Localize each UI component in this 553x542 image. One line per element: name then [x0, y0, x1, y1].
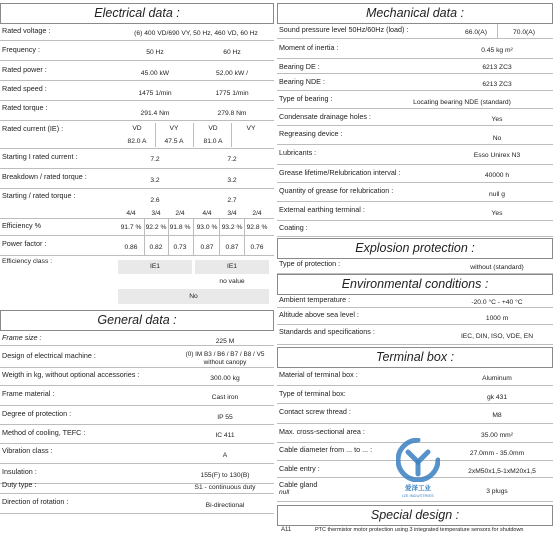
bearing-type-value: Locating bearing NDE (standard) — [413, 99, 511, 106]
cable-gland-value: 3 plugs — [486, 488, 508, 495]
environmental-conditions-header: Environmental conditions : — [277, 274, 553, 295]
divider — [155, 123, 156, 147]
bearing-nde-row — [277, 74, 553, 91]
cooling-row — [0, 425, 274, 444]
cooling-label: Method of cooling, TEFC : — [2, 428, 86, 437]
screw-thread-value: M8 — [492, 412, 502, 419]
frequency-60: 60 Hz — [223, 49, 241, 56]
efficiency-class-extra: No — [118, 289, 269, 304]
protection-type-row — [277, 259, 553, 274]
frequency-50: 50 Hz — [146, 49, 164, 56]
starting-current-50: 7.2 — [150, 156, 160, 163]
rated-speed-50: 1475 1/min — [138, 90, 172, 97]
efficiency-class-label: Efficiency class : — [2, 258, 53, 265]
weight-value: 300.00 kg — [210, 375, 240, 382]
frequency-label: Frequency : — [2, 45, 40, 54]
design-row — [0, 346, 274, 368]
frequency-row — [0, 41, 274, 61]
power-factor-val-1: 0.86 — [124, 244, 138, 251]
regreasing-label: Regreasing device : — [279, 129, 343, 138]
frame-material-value: Cast iron — [211, 394, 239, 401]
efficiency-val-5: 93.2 % — [221, 224, 243, 231]
power-factor-row — [0, 236, 274, 256]
terminal-type-row — [277, 386, 553, 404]
insulation-label: Insulation : — [2, 467, 37, 476]
sound-label: Sound pressure level 50Hz/60Hz (load) : — [279, 25, 409, 34]
divider — [244, 219, 245, 236]
sound-row — [277, 24, 553, 39]
bearing-nde-value: 6213 ZC3 — [482, 81, 512, 88]
duty-type-row — [0, 476, 274, 494]
cable-gland-sub: null — [279, 489, 290, 496]
starting-torque-60: 2.7 — [227, 197, 237, 204]
sound-60: 70.0(A) — [513, 29, 535, 36]
breakdown-torque-60: 3.2 — [227, 177, 237, 184]
altitude-value: 1000 m — [485, 315, 509, 322]
bearing-type-label: Type of bearing : — [279, 94, 333, 103]
protection-type-value: without (standard) — [470, 264, 524, 271]
rated-current-val-3: 81.0 A — [203, 138, 223, 145]
rated-current-head-4: VY — [246, 125, 256, 132]
terminal-type-value: gk 431 — [486, 394, 508, 401]
grease-interval-value: 40000 h — [484, 172, 510, 179]
cross-section-label: Max. cross-sectional area : — [279, 427, 365, 436]
power-factor-val-4: 0.87 — [200, 244, 214, 251]
efficiency-class-block — [0, 256, 274, 308]
duty-type-value: S1 - continuous duty — [194, 484, 256, 491]
design-value-1: (0) IM B3 / B6 / B7 / B8 / V5 — [185, 351, 265, 358]
standards-row — [277, 325, 553, 345]
starting-current-label: Starting I rated current : — [2, 152, 78, 161]
cable-gland-label — [279, 480, 317, 496]
grease-qty-row — [277, 183, 553, 202]
rated-power-60: 52.00 kW / — [216, 70, 248, 77]
condensate-label: Condensate drainage holes : — [279, 112, 371, 121]
efficiency-val-3: 91.8 % — [169, 224, 191, 231]
design-label: Design of electrical machine : — [2, 351, 96, 360]
rated-speed-60: 1775 1/min — [215, 90, 249, 97]
rated-speed-label: Rated speed : — [2, 84, 47, 93]
earthing-value: Yes — [491, 210, 503, 217]
rated-torque-label: Rated torque : — [2, 103, 48, 112]
power-factor-val-5: 0.87 — [225, 244, 239, 251]
terminal-material-value: Aluminum — [482, 375, 512, 382]
breakdown-torque-row — [0, 169, 274, 189]
bearing-nde-label: Bearing NDE : — [279, 77, 325, 86]
starting-torque-label: Starting / rated torque : — [2, 191, 76, 200]
load-header-1: 4/4 — [126, 210, 136, 217]
rated-voltage-label: Rated voltage : — [2, 26, 51, 35]
protection-label: Degree of protection : — [2, 409, 72, 418]
grease-qty-label: Quantity of grease for relubrication : — [279, 186, 394, 195]
divider — [219, 236, 220, 256]
divider — [497, 24, 498, 39]
general-data-header: General data : — [0, 310, 274, 331]
rated-power-label: Rated power : — [2, 65, 47, 74]
logo-cn-text: 爱泽工业 — [405, 485, 431, 492]
inertia-label: Moment of inertia : — [279, 43, 339, 52]
rated-current-head-2: VY — [169, 125, 179, 132]
breakdown-torque-50: 3.2 — [150, 177, 160, 184]
terminal-material-row — [277, 368, 553, 386]
divider — [144, 219, 145, 236]
screw-thread-row — [277, 404, 553, 424]
power-factor-val-6: 0.76 — [250, 244, 264, 251]
load-header-5: 3/4 — [227, 210, 237, 217]
frame-size-label: Frame size : — [2, 333, 42, 342]
duty-type-label: Duty type : — [2, 480, 37, 489]
cable-diameter-value: 27.0mm - 35.0mm — [469, 450, 525, 457]
rated-current-head-3: VD — [208, 125, 218, 132]
efficiency-class-50: IE1 — [118, 260, 192, 274]
load-header-6: 2/4 — [252, 210, 262, 217]
cooling-value: IC 411 — [215, 432, 235, 439]
electrical-data-header: Electrical data : — [0, 3, 274, 24]
protection-type-label: Type of protection : — [279, 259, 341, 268]
rated-speed-row — [0, 81, 274, 101]
frame-size-value: 225 M — [215, 338, 235, 345]
load-header-4: 4/4 — [202, 210, 212, 217]
standards-value: IEC, DIN, ISO, VDE, EN — [460, 333, 534, 340]
vibration-label: Vibration class : — [2, 446, 53, 455]
regreasing-value: No — [492, 135, 502, 142]
altitude-label: Altitude above sea level : — [279, 310, 359, 319]
rated-torque-60: 279.8 Nm — [217, 110, 247, 117]
efficiency-class-extra-60: no value — [195, 275, 269, 289]
divider — [231, 123, 232, 147]
starting-torque-row — [0, 189, 274, 219]
special-design-text: PTC thermistor motor protection using 3 integrated temperature sensors for shutdown — [315, 527, 524, 533]
bearing-de-value: 6213 ZC3 — [482, 64, 512, 71]
bearing-de-row — [277, 59, 553, 74]
insulation-value: 155(F) to 130(B) — [200, 472, 250, 479]
earthing-label: External earthing terminal : — [279, 205, 365, 214]
lubricants-row — [277, 145, 553, 165]
divider — [219, 219, 220, 236]
rated-torque-row — [0, 101, 274, 121]
frame-material-row — [0, 386, 274, 406]
rotation-label: Direction of rotation : — [2, 497, 69, 506]
mechanical-data-header: Mechanical data : — [277, 3, 553, 24]
frame-material-label: Frame material : — [2, 389, 55, 398]
cable-entry-label: Cable entry : — [279, 464, 320, 473]
rated-voltage-value: (6) 400 VD/690 VY, 50 Hz, 460 VD, 60 Hz — [134, 30, 258, 37]
divider — [168, 236, 169, 256]
coating-row — [277, 221, 553, 237]
rotation-value: Bi-directional — [205, 502, 245, 509]
efficiency-row — [0, 219, 274, 236]
rated-current-row — [0, 121, 274, 149]
inertia-row — [277, 39, 553, 59]
cross-section-value: 35.00 mm² — [481, 432, 513, 439]
lubricants-label: Lubricants : — [279, 148, 317, 157]
cable-entry-value: 2xM50x1,5-1xM20x1,5 — [468, 468, 536, 475]
condensate-value: Yes — [491, 116, 503, 123]
ize-logo-icon — [396, 438, 440, 482]
special-design-row — [277, 527, 553, 542]
divider — [193, 236, 194, 256]
ize-industries-logo — [396, 438, 440, 498]
bearing-type-row — [277, 91, 553, 109]
grease-qty-value: null g — [489, 191, 505, 198]
rated-voltage-row — [0, 24, 274, 41]
standards-label: Standards and specifications : — [279, 327, 375, 336]
divider — [244, 236, 245, 256]
bearing-de-label: Bearing DE : — [279, 62, 320, 71]
weight-label: Weigth in kg, without optional accessories : — [2, 370, 140, 379]
earthing-row — [277, 202, 553, 221]
efficiency-val-2: 92.2 % — [145, 224, 167, 231]
rated-torque-50: 291.4 Nm — [140, 110, 170, 117]
vibration-value: A — [222, 452, 228, 459]
efficiency-val-1: 91.7 % — [120, 224, 142, 231]
grease-interval-row — [277, 165, 553, 183]
lubricants-value: Esso Unirex N3 — [473, 152, 521, 159]
power-factor-val-2: 0.82 — [149, 244, 163, 251]
altitude-row — [277, 308, 553, 325]
load-header-3: 2/4 — [175, 210, 185, 217]
starting-current-60: 7.2 — [227, 156, 237, 163]
regreasing-row — [277, 126, 553, 145]
condensate-row — [277, 109, 553, 126]
divider — [193, 219, 194, 236]
screw-thread-label: Contact screw thread : — [279, 407, 351, 416]
efficiency-label: Efficiency % — [2, 221, 42, 230]
terminal-type-label: Type of terminal box: — [279, 389, 346, 398]
rated-current-label: Rated current (IE) : — [2, 124, 64, 133]
terminal-material-label: Material of terminal box : — [279, 370, 358, 379]
load-header-2: 3/4 — [151, 210, 161, 217]
special-design-header: Special design : — [277, 505, 553, 526]
vibration-row — [0, 444, 274, 464]
efficiency-class-60: IE1 — [195, 260, 269, 274]
ambient-label: Ambient temperature : — [279, 295, 351, 304]
weight-row — [0, 368, 274, 386]
ambient-row — [277, 295, 553, 308]
design-value-2: without canopy — [203, 359, 247, 366]
logo-en-text: IZE INDUSTRIES — [402, 493, 434, 498]
power-factor-val-3: 0.73 — [173, 244, 187, 251]
sound-50: 66.0(A) — [465, 29, 487, 36]
rated-current-val-2: 47.5 A — [164, 138, 184, 145]
explosion-protection-header: Explosion protection : — [277, 238, 553, 259]
rated-current-head-1: VD — [132, 125, 142, 132]
rotation-row — [0, 494, 274, 514]
divider — [168, 219, 169, 236]
power-factor-label: Power factor : — [2, 239, 47, 248]
divider — [193, 123, 194, 147]
frame-size-row — [0, 331, 274, 346]
cable-gland-label-text: Cable gland — [279, 480, 318, 489]
terminal-box-header: Terminal box : — [277, 347, 553, 368]
cable-diameter-label: Cable diameter from ... to ... : — [279, 445, 373, 454]
rated-power-row — [0, 61, 274, 81]
inertia-value: 0.45 kg m² — [481, 47, 513, 54]
ambient-value: -20.0 °C - +40 °C — [471, 299, 523, 306]
starting-torque-50: 2.6 — [150, 197, 160, 204]
coating-label: Coating : — [279, 223, 308, 232]
divider — [144, 236, 145, 256]
efficiency-val-4: 93.0 % — [196, 224, 218, 231]
protection-row — [0, 406, 274, 425]
rated-current-val-1: 82.0 A — [127, 138, 147, 145]
breakdown-torque-label: Breakdown / rated torque : — [2, 172, 87, 181]
grease-interval-label: Grease lifetime/Relubrication interval : — [279, 168, 401, 177]
starting-current-row — [0, 149, 274, 169]
protection-value: IP 55 — [217, 414, 233, 421]
efficiency-val-6: 92.8 % — [246, 224, 268, 231]
rated-power-50: 45.00 kW — [140, 70, 170, 77]
special-design-code: A11 — [281, 527, 292, 533]
